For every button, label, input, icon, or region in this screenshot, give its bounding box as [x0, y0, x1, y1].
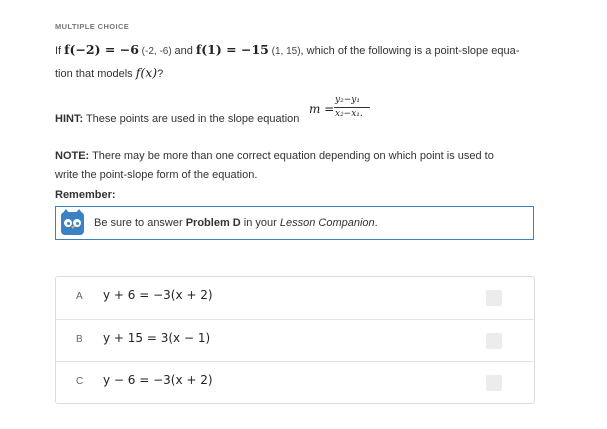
- question-line2-prefix: tion that models: [55, 68, 136, 80]
- hint-text: [55, 113, 299, 125]
- question-type-label: MULTIPLE CHOICE: [55, 22, 130, 31]
- note-body: There may be more than one correct equation depending on which point is used to: [89, 150, 494, 162]
- note-line-1: [55, 150, 494, 162]
- function-value-2: f(1) = −15: [195, 42, 269, 57]
- remember-label: Remember:: [55, 189, 116, 201]
- callout-text: Be sure to answer Problem D in your Lesson Companion.: [94, 217, 378, 229]
- point-2: (1, 15): [268, 46, 301, 57]
- slope-formula-m: m =: [309, 102, 335, 116]
- fraction-bar: [334, 107, 370, 108]
- hint-body: These points are used in the slope equation: [83, 113, 300, 125]
- question-line-1: [55, 42, 519, 57]
- choice-checkbox[interactable]: [486, 375, 502, 391]
- function-value-1: f(−2) = −6: [64, 42, 139, 57]
- choice-checkbox[interactable]: [486, 333, 502, 349]
- choice-checkbox[interactable]: [486, 290, 502, 306]
- question-and: and: [174, 45, 196, 57]
- function-notation: f(x): [135, 65, 158, 80]
- hint-label: HINT:: [55, 113, 84, 125]
- choice-c[interactable]: [56, 361, 534, 403]
- point-1: (-2, -6): [138, 46, 175, 57]
- choice-letter: B: [76, 334, 83, 345]
- callout-problem: Problem D: [185, 217, 241, 229]
- choice-letter: C: [76, 376, 84, 387]
- question-line-2: [55, 65, 163, 80]
- owl-icon: [61, 212, 84, 235]
- slope-formula-denominator: x₂−x₁.: [335, 109, 363, 119]
- question-rest: , which of the following is a point-slope equa-: [300, 45, 520, 57]
- choice-letter: A: [76, 291, 83, 302]
- choice-equation: y + 15 = 3(x − 1): [103, 331, 211, 345]
- answer-choices: [55, 276, 535, 404]
- callout-companion: Lesson Companion: [279, 217, 375, 229]
- slope-formula-numerator: y₂−y₁: [335, 95, 360, 105]
- lesson-companion-callout: [55, 206, 534, 240]
- question-line2-suffix: ?: [157, 68, 164, 80]
- note-line-2: write the point-slope form of the equation.: [55, 169, 258, 181]
- choice-equation: y + 6 = −3(x + 2): [103, 288, 213, 302]
- note-label: NOTE:: [55, 150, 90, 162]
- choice-b[interactable]: [56, 319, 534, 361]
- choice-equation: y − 6 = −3(x + 2): [103, 373, 213, 387]
- choice-a[interactable]: [56, 277, 534, 319]
- question-prefix: If: [55, 45, 65, 57]
